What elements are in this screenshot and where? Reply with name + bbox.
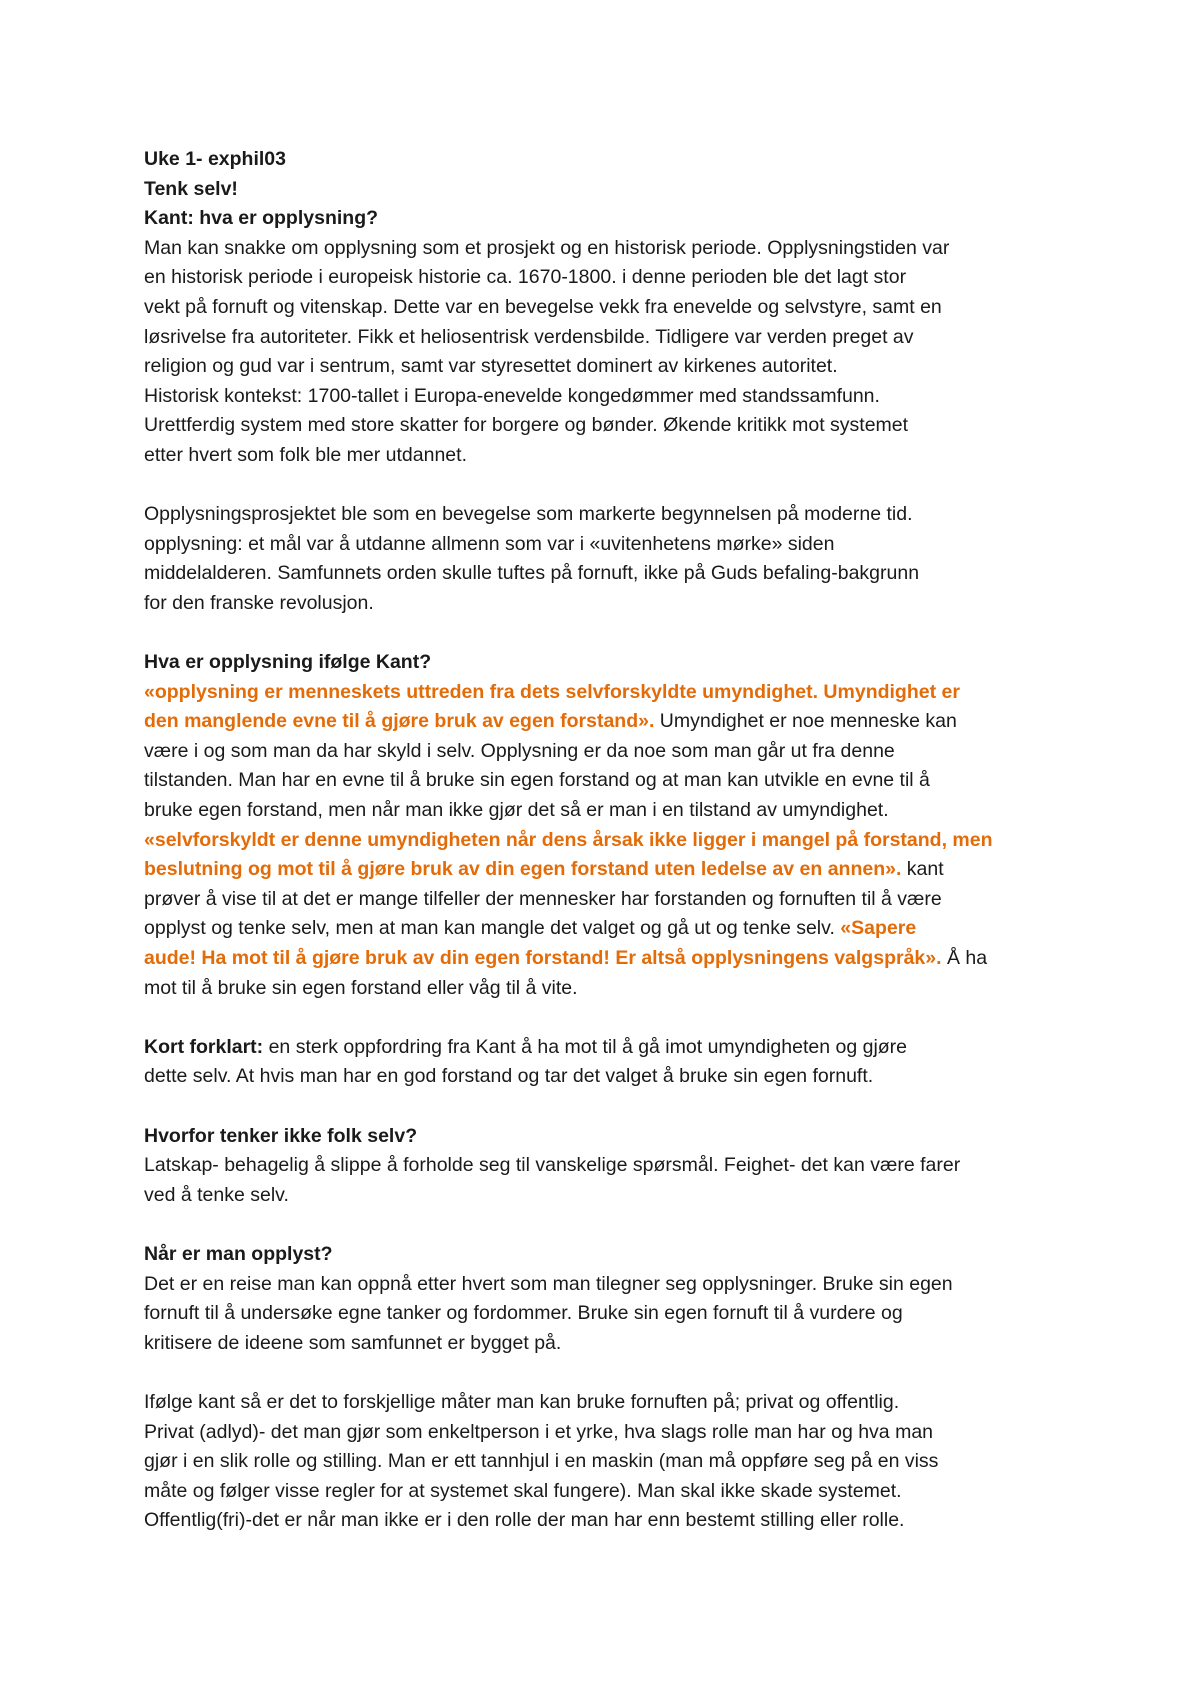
text-span: Å ha [941,947,988,970]
text-line: mot til å bruke sin egen forstand eller våg til å vite. [144,976,578,999]
kant-section [144,648,1084,1003]
text-line [144,707,1084,737]
section-heading: Hva er opplysning ifølge Kant? [144,651,432,674]
week-heading: Uke 1- exphil03 [144,148,286,170]
text-line: middelalderen. Samfunnets orden skulle tuftes på fornuft, ikke på Guds befaling-bakgrunn [144,562,920,585]
when-section [144,1240,1084,1358]
kant-quote: den manglende evne til å gjøre bruk av egen forstand». [144,710,655,733]
section-heading: Hvorfor tenker ikke folk selv? [144,1124,418,1147]
text-line [144,944,1084,974]
text-line: Opplysningsprosjektet ble som en bevegelse som markerte begynnelsen på moderne tid. [144,503,913,526]
paragraph-spacer [144,1210,1084,1240]
text-line: Man kan snakke om opplysning som et prosjekt og en historisk periode. Opplysningstiden var [144,236,950,259]
text-line: ved å tenke selv. [144,1183,289,1206]
project-paragraph [144,500,1084,618]
text-line: Historisk kontekst: 1700-tallet i Europa-enevelde kongedømmer med standssamfunn. [144,384,880,407]
text-line: religion og gud var i sentrum, samt var styresettet dominert av kirkenes autoritet. [144,355,838,378]
section-heading: Når er man opplyst? [144,1242,333,1265]
subtitle-heading: Tenk selv! [144,177,238,200]
text-line: gjør i en slik rolle og stilling. Man er ett tannhjul i en maskin (man må oppføre seg på en viss [144,1450,939,1473]
text-span: en sterk oppfordring fra Kant å ha mot til å gå imot umyndigheten og gjøre [263,1035,908,1058]
intro-paragraph [144,234,1084,471]
text-line: opplysning: et mål var å utdanne allmenn som var i «uvitenhetens mørke» siden [144,532,835,555]
paragraph-spacer [144,471,1084,501]
text-line: prøver å vise til at det er mange tilfeller der mennesker har forstanden og fornuften til å være [144,887,942,910]
text-line: Privat (adlyd)- det man gjør som enkeltperson i et yrke, hva slags rolle man har og hva man [144,1420,934,1443]
document-page [144,145,1084,1536]
text-line: dette selv. At hvis man har en god forstand og tar det valget å bruke sin egen fornuft. [144,1065,874,1088]
text-line: fornuft til å undersøke egne tanker og fordommer. Bruke sin egen fornuft til å vurdere og [144,1302,903,1325]
topic-heading: Kant: hva er opplysning? [144,207,379,230]
text-line: Latskap- behagelig å slippe å forholde seg til vanskelige spørsmål. Feighet- det kan være farer [144,1154,961,1177]
text-span: opplyst og tenke selv, men at man kan mangle det valget og gå ut og tenke selv. [144,917,841,940]
text-line: vekt på fornuft og vitenskap. Dette var en bevegelse vekk fra enevelde og selvstyre, samt en [144,295,942,318]
paragraph-spacer [144,619,1084,649]
why-section [144,1122,1084,1211]
kant-quote: «opplysning er menneskets uttreden fra dets selvforskyldte umyndighet. Umyndighet er [144,680,960,703]
reason-paragraph [144,1388,1084,1536]
paragraph-spacer [144,1003,1084,1033]
kant-quote: aude! Ha mot til å gjøre bruk av din egen forstand! Er altså opplysningens valgspråk». [144,947,942,970]
text-line: for den franske revolusjon. [144,591,374,614]
text-span: kant [901,858,944,881]
text-line: tilstanden. Man har en evne til å bruke sin egen forstand og at man kan utvikle en evne til å [144,769,930,792]
paragraph-spacer [144,1092,1084,1122]
text-line: Det er en reise man kan oppnå etter hvert som man tilegner seg opplysninger. Bruke sin egen [144,1272,953,1295]
text-line: Offentlig(fri)-det er når man ikke er i den rolle der man har enn bestemt stilling eller rolle. [144,1509,905,1532]
short-label: Kort forklart: [144,1035,264,1058]
kant-quote: beslutning og mot til å gjøre bruk av din egen forstand uten ledelse av en annen». [144,858,902,881]
text-line [144,1033,1084,1063]
paragraph-spacer [144,1358,1084,1388]
text-line: være i og som man da har skyld i selv. Opplysning er da noe som man går ut fra denne [144,739,895,762]
text-line: bruke egen forstand, men når man ikke gjør det så er man i en tilstand av umyndighet. [144,799,889,822]
text-line: kritisere de ideene som samfunnet er bygget på. [144,1331,562,1354]
text-span: Umyndighet er noe menneske kan [654,710,957,733]
text-line: Ifølge kant så er det to forskjellige måter man kan bruke fornuften på; privat og offentlig. [144,1390,900,1413]
text-line [144,914,1084,944]
text-line [144,855,1084,885]
text-line: etter hvert som folk ble mer utdannet. [144,443,467,466]
text-line: måte og følger visse regler for at systemet skal fungere). Man skal ikke skade systemet. [144,1479,902,1502]
text-line: en historisk periode i europeisk historie ca. 1670-1800. i denne perioden ble det lagt stor [144,266,907,289]
kant-quote: «Sapere [840,917,917,940]
short-explanation [144,1033,1084,1092]
text-line: løsrivelse fra autoriteter. Fikk et heliosentrisk verdensbilde. Tidligere var verden preget av [144,325,914,348]
text-line: Urettferdig system med store skatter for borgere og bønder. Økende kritikk mot systemet [144,414,909,437]
kant-quote: «selvforskyldt er denne umyndigheten når dens årsak ikke ligger i mangel på forstand, men [144,828,993,851]
